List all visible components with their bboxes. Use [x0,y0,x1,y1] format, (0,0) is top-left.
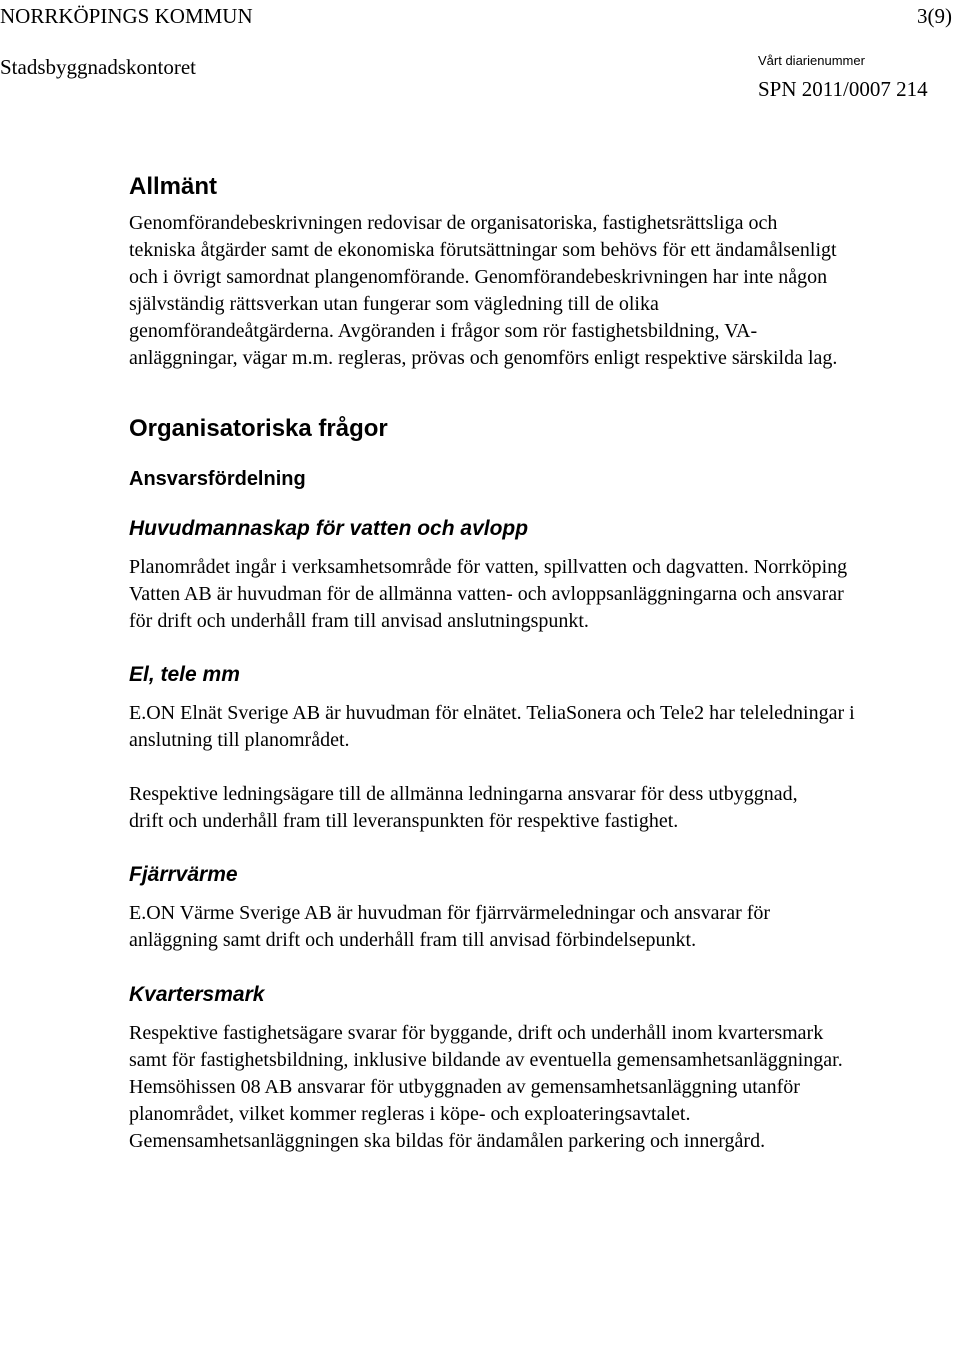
paragraph-fjarrvarme: E.ON Värme Sverige AB är huvudman för fjärrvärmeledningar och ansvarar för anläggning samt drift och underhåll fram till anvisad förbindelsepunkt. [129,902,771,951]
heading-ansvarsfordelning: Ansvarsfördelning [129,468,306,490]
municipality-name: NORRKÖPINGS KOMMUN [0,4,253,28]
diary-number-label: Vårt diarienummer [758,53,865,68]
paragraph-allmant: Genomförandebeskrivningen redovisar de organisatoriska, fastighetsrättsliga och tekniska åtgärder samt de ekonomiska förutsättningar som behövs för ett ändamålsenligt och i övrigt samordnat plangenomförande. Genomförandebeskrivningen har inte någon självständig rättsverkan utan fungerar som vägledning till de olika genomförandeåtgärderna. Avgöranden i frågor som rör fastighetsbildning, VA-anläggningar, vägar m.m. regleras, prövas och genomförs enligt respektive särskilda lag. [129,212,838,369]
heading-vatten-avlopp: Huvudmannaskap för vatten och avlopp [129,517,529,540]
heading-fjarrvarme: Fjärrvärme [129,863,238,886]
heading-el-tele: El, tele mm [129,663,240,686]
heading-kvartersmark: Kvartersmark [129,983,265,1006]
heading-allmant: Allmänt [129,173,218,200]
document-body [129,172,889,1155]
department-name: Stadsbyggnadskontoret [0,55,196,79]
paragraph-el-tele-1: E.ON Elnät Sverige AB är huvudman för elnätet. TeliaSonera och Tele2 har teleledningar i anslutning till planområdet. [129,702,855,751]
diary-number: SPN 2011/0007 214 [758,77,928,101]
heading-organisatoriska-fragor: Organisatoriska frågor [129,415,388,442]
paragraph-el-tele-2: Respektive ledningsägare till de allmänna ledningarna ansvarar för dess utbyggnad, drift och underhåll fram till leveranspunkten för respektive fastighet. [129,783,798,832]
paragraph-kvartersmark: Respektive fastighetsägare svarar för byggande, drift och underhåll inom kvartersmark samt för fastighetsbildning, inklusive bildande av eventuella gemensamhetsanläggningar. Hemsöhissen 08 AB ansvarar för utbyggnaden av gemensamhetsanläggning utanför planområdet, vilket kommer regleras i köpe- och exploateringsavtalet. Gemensamhetsanläggningen ska bildas för ändamålen parkering och innergård. [129,1022,843,1152]
page-number: 3(9) [917,4,952,28]
paragraph-vatten-avlopp: Planområdet ingår i verksamhetsområde för vatten, spillvatten och dagvatten. Norrköping Vatten AB är huvudman för de allmänna vatten- och avloppsanläggningarna och ansvarar för drift och underhåll fram till anvisad anslutningspunkt. [129,556,848,632]
